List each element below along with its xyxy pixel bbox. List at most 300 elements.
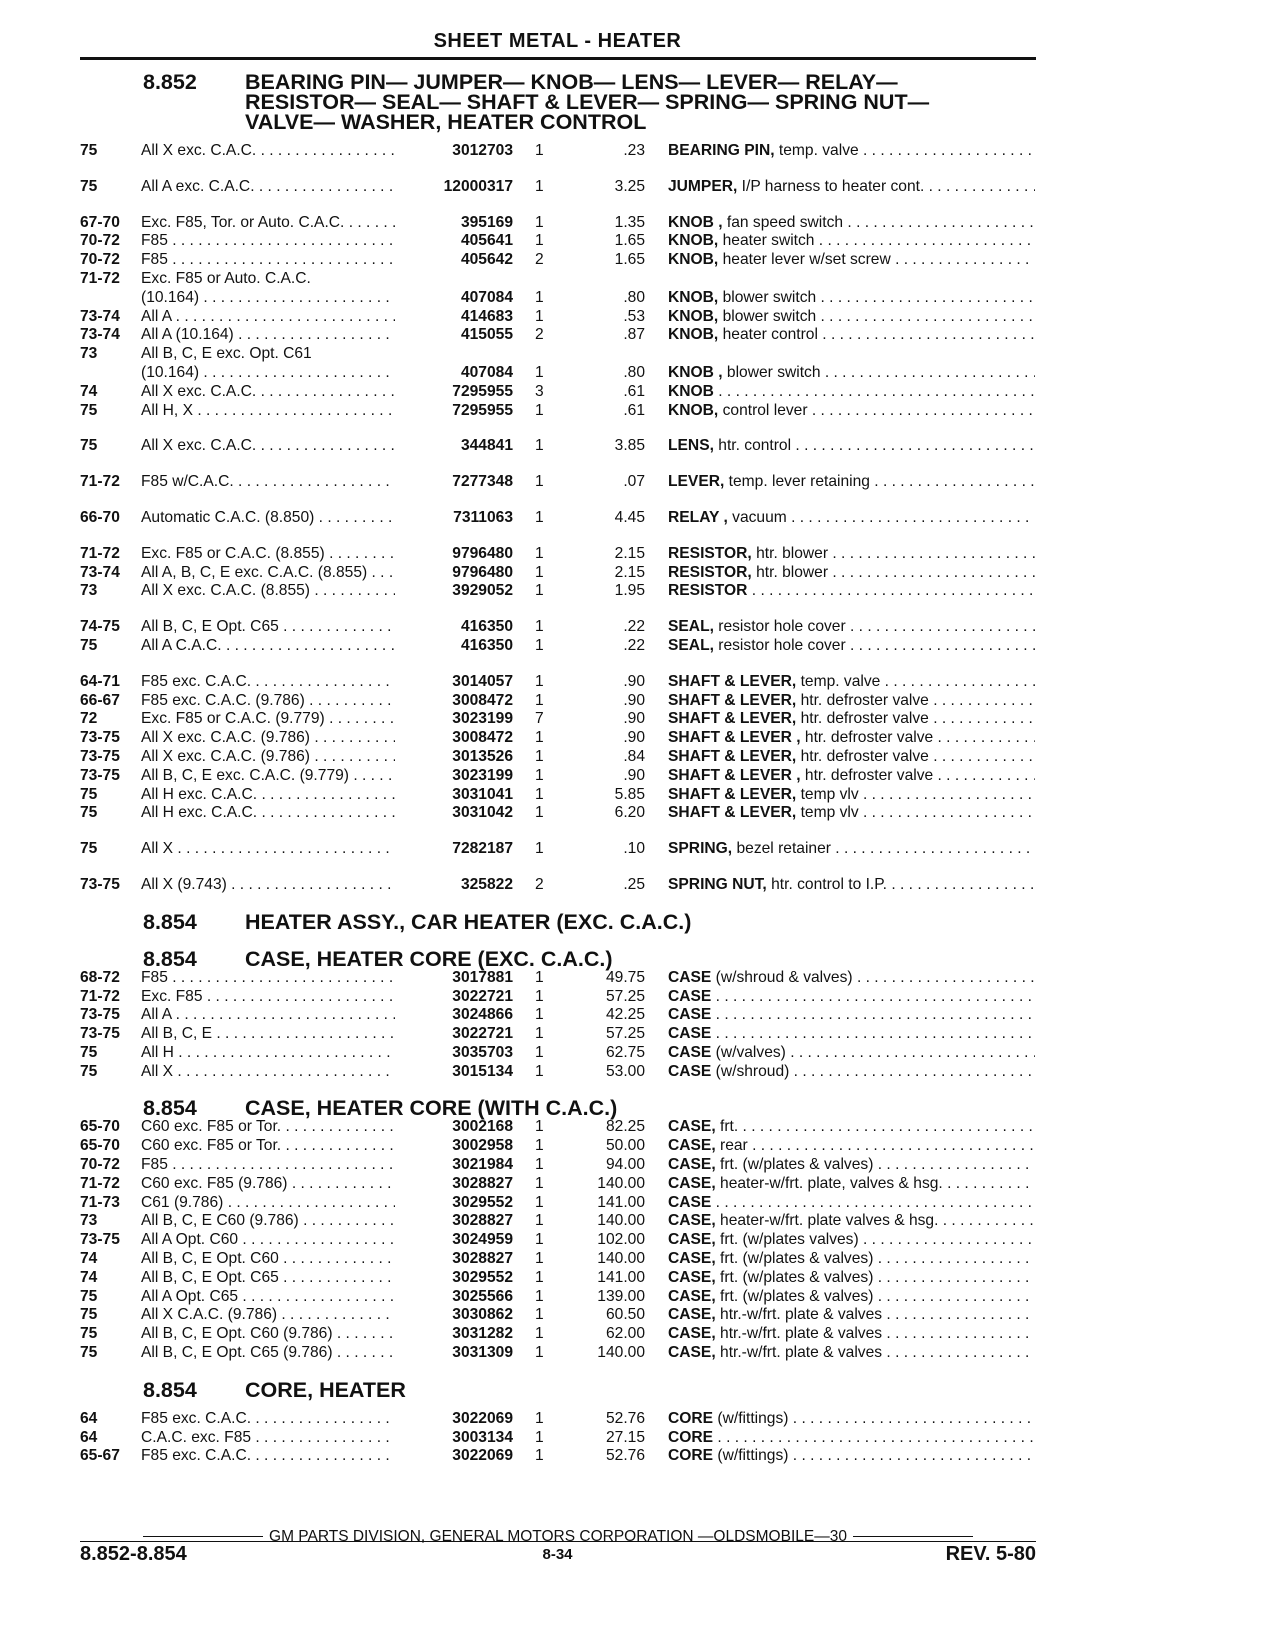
part-number: 7295955 [452,382,513,400]
application: Exc. F85 . . . [141,988,395,1007]
price: .22 [623,636,645,654]
application: All B, C, E Opt. C65 . . . [141,618,395,637]
part-description [668,840,1035,859]
part-description [668,142,1035,161]
model-years: 70-72 [80,232,120,250]
application: All X exc. C.A.C. (9.786) . . . [141,729,395,748]
part-number: 12000317 [443,177,513,195]
part-name: KNOB, [668,251,719,269]
part-description [668,178,1035,197]
part-number: 3028827 [452,1174,513,1192]
part-number: 3014057 [452,672,513,690]
part-detail: (w/shroud) [715,1062,790,1080]
section-number: 8.854 [143,946,197,971]
part-number: 415055 [460,326,513,344]
part-description [668,509,1035,528]
price: 5.85 [614,785,645,803]
model-years: 73-74 [80,326,120,344]
quantity: 1 [535,1137,544,1155]
quantity: 1 [535,1043,544,1061]
part-description [668,251,1035,270]
part-number: 3029552 [452,1268,513,1286]
part-row [80,509,1040,528]
part-name: CORE [668,1428,714,1446]
part-row [80,1288,1040,1307]
part-row [80,142,1040,161]
model-years: 75 [80,1043,98,1061]
application: F85 exc. C.A.C. (9.786) . . . [141,692,395,711]
price: 6.20 [614,804,645,822]
part-detail: htr.-w/frt. plate & valves [720,1325,883,1343]
model-years: 71-72 [80,473,120,491]
part-row [80,692,1040,711]
part-number: 395169 [460,213,513,231]
part-number: 405641 [460,232,513,250]
price: 3.85 [614,437,645,455]
part-row [80,1410,1040,1429]
part-detail: rear [720,1137,748,1155]
part-name: CASE [668,1043,712,1061]
price: 42.25 [605,1006,645,1024]
group-spacer [80,656,1040,673]
application: All H . . . [141,1044,395,1063]
parts-catalog-content [80,72,1040,1466]
part-row [80,876,1040,895]
part-description [668,767,1035,786]
application: C.A.C. exc. F85 . . . [141,1429,395,1448]
part-number: 7277348 [452,473,513,491]
model-years: 74 [80,382,98,400]
part-row [80,437,1040,456]
part-description [668,710,1035,729]
model-years: 73 [80,582,98,600]
part-detail: (w/valves) [715,1043,786,1061]
price: 141.00 [597,1193,645,1211]
part-name: SEAL, [668,618,714,636]
part-number: 7282187 [452,840,513,858]
part-row [80,1044,1040,1063]
part-row [80,308,1040,327]
part-detail: resistor hole cover [718,618,846,636]
part-row [80,1325,1040,1344]
part-row [80,1231,1040,1250]
model-years: 65-70 [80,1137,120,1155]
group-spacer [80,823,1040,840]
part-detail: resistor hole cover [718,636,846,654]
part-name: KNOB , [668,213,723,231]
part-row [80,1175,1040,1194]
part-detail: vacuum [732,508,787,526]
part-number: 407084 [460,288,513,306]
model-years: 73-75 [80,729,120,747]
quantity: 1 [535,729,544,747]
part-detail: htr. defroster valve [804,729,934,747]
title-rule [80,57,1036,60]
part-name: CASE, [668,1137,716,1155]
part-number: 3022721 [452,987,513,1005]
part-number: 3021984 [452,1156,513,1174]
price: 53.00 [605,1062,645,1080]
model-years: 73-75 [80,766,120,784]
part-name: CASE, [668,1212,716,1230]
model-years: 70-72 [80,251,120,269]
price: 57.25 [605,987,645,1005]
price: .25 [623,875,645,893]
part-description [668,969,1035,988]
part-description [668,804,1035,823]
model-years: 75 [80,840,98,858]
model-years: 75 [80,1306,98,1324]
price: 62.75 [605,1043,645,1061]
part-name: CASE, [668,1268,716,1286]
part-name: KNOB, [668,401,719,419]
part-description [668,729,1035,748]
price: .07 [623,473,645,491]
part-detail: frt. (w/plates & valves) [720,1287,874,1305]
model-years: 71-72 [80,1174,120,1192]
part-detail: control lever [722,401,808,419]
price: 140.00 [597,1174,645,1192]
footer-page-number: 8-34 [542,1546,573,1563]
part-row [80,969,1040,988]
part-name: RESISTOR, [668,563,752,581]
application: Exc. F85 or Auto. C.A.C. [141,269,311,287]
part-name: CASE, [668,1344,716,1362]
quantity: 3 [535,382,544,400]
footer-rule-left [143,1536,263,1537]
part-number: 3008472 [452,729,513,747]
part-detail: htr.-w/frt. plate & valves [720,1306,883,1324]
part-number: 3023199 [452,766,513,784]
part-row [80,786,1040,805]
model-years: 73-74 [80,563,120,581]
part-row [80,1344,1040,1363]
part-row [80,582,1040,601]
part-description [668,364,1035,383]
part-name: LENS, [668,437,714,455]
part-description [668,1288,1035,1307]
application: F85 . . . [141,969,395,988]
model-years: 71-72 [80,544,120,562]
part-description [668,326,1035,345]
quantity: 1 [535,1231,544,1249]
application: F85 . . . [141,232,395,251]
quantity: 1 [535,672,544,690]
part-name: CASE [668,968,712,986]
application: (10.164) . . . [141,289,395,308]
application: (10.164) . . . [141,364,395,383]
model-years: 75 [80,401,98,419]
model-years: 75 [80,437,98,455]
price: 140.00 [597,1250,645,1268]
section-heading [80,1377,1040,1402]
price: 1.65 [614,232,645,250]
application: C61 (9.786) . . . [141,1194,395,1213]
model-years: 71-72 [80,987,120,1005]
part-detail: (w/fittings) [717,1409,789,1427]
quantity: 2 [535,326,544,344]
part-number: 414683 [460,307,513,325]
part-detail: frt. [720,1118,739,1136]
part-detail: htr. defroster valve [800,691,929,709]
price: .10 [623,840,645,858]
part-row [80,214,1040,233]
model-years: 72 [80,710,98,728]
part-name: CASE [668,1193,712,1211]
price: 3.25 [614,177,645,195]
part-description [668,402,1035,421]
group-spacer [80,420,1040,437]
part-name: CASE, [668,1231,716,1249]
part-name: KNOB, [668,307,719,325]
part-number: 344841 [460,437,513,455]
application: F85 w/C.A.C. . . . [141,473,395,492]
part-description [668,564,1035,583]
model-years: 74-75 [80,618,120,636]
part-name: SHAFT & LEVER , [668,729,801,747]
part-row [80,767,1040,786]
part-description [668,1194,1035,1213]
quantity: 1 [535,1025,544,1043]
price: 1.65 [614,251,645,269]
model-years: 64 [80,1409,98,1427]
part-row [80,232,1040,251]
part-row [80,1306,1040,1325]
model-years: 67-70 [80,213,120,231]
application: All B, C, E exc. Opt. C61 [141,345,312,363]
price: 82.25 [605,1118,645,1136]
part-name: SHAFT & LEVER, [668,804,797,822]
part-description [668,1231,1035,1250]
quantity: 1 [535,968,544,986]
part-name: SHAFT & LEVER, [668,691,797,709]
footer-publisher: GM PARTS DIVISION, GENERAL MOTORS CORPORATION —OLDSMOBILE—30 [269,1528,847,1545]
part-number: 3008472 [452,691,513,709]
quantity: 1 [535,1447,544,1465]
model-years: 73 [80,345,98,363]
quantity: 1 [535,1409,544,1427]
application: All B, C, E exc. C.A.C. (9.779) . . . [141,767,395,786]
part-detail: fan speed switch [726,213,844,231]
part-name: RESISTOR [668,582,748,600]
quantity: 1 [535,1193,544,1211]
application: All A, B, C, E exc. C.A.C. (8.855) . . . [141,564,395,583]
part-description [668,1306,1035,1325]
application: C60 exc. F85 (9.786) . . . [141,1175,395,1194]
application: All H exc. C.A.C. . . . [141,786,395,805]
part-number: 3022069 [452,1409,513,1427]
part-detail: frt. (w/plates & valves) [720,1156,874,1174]
section-title-line: CORE, HEATER [245,1377,406,1402]
part-row [80,1063,1040,1082]
price: 140.00 [597,1344,645,1362]
quantity: 1 [535,1268,544,1286]
part-description [668,1429,1035,1448]
part-row [80,1212,1040,1231]
application: Exc. F85 or C.A.C. (9.779) . . . [141,710,395,729]
application: Automatic C.A.C. (8.850) . . . [141,509,395,528]
part-description [668,1410,1035,1429]
part-detail: temp vlv [800,804,859,822]
section-heading [80,946,1040,971]
price: .90 [623,672,645,690]
quantity: 1 [535,473,544,491]
quantity: 1 [535,232,544,250]
section-title-line: CASE, HEATER CORE (EXC. C.A.C.) [245,946,613,971]
application: Exc. F85 or C.A.C. (8.855) . . . [141,545,395,564]
model-years: 73-75 [80,1006,120,1024]
part-number: 3022721 [452,1025,513,1043]
part-row [80,1118,1040,1137]
quantity: 1 [535,1062,544,1080]
part-detail: heater-w/frt. plate valves & hsg. [720,1212,939,1230]
part-row [80,1006,1040,1025]
quantity: 1 [535,288,544,306]
part-number: 3013526 [452,747,513,765]
part-name: CASE, [668,1306,716,1324]
section-title-line: VALVE— WASHER, HEATER CONTROL [245,110,647,134]
part-detail: htr. control to I.P. [771,875,887,893]
quantity: 1 [535,582,544,600]
part-row [80,1250,1040,1269]
part-detail: frt. (w/plates & valves) [720,1250,874,1268]
part-number: 3031042 [452,804,513,822]
group-spacer [80,601,1040,618]
part-row [80,545,1040,564]
part-name: CORE [668,1447,714,1465]
part-number: 416350 [460,618,513,636]
model-years: 74 [80,1250,98,1268]
model-years: 75 [80,636,98,654]
part-detail: heater switch [722,232,815,250]
quantity: 1 [535,437,544,455]
model-years: 71-73 [80,1193,120,1211]
application: All B, C, E Opt. C65 (9.786) . . . [141,1344,395,1363]
quantity: 1 [535,1250,544,1268]
part-name: CASE, [668,1287,716,1305]
model-years: 65-70 [80,1118,120,1136]
footer-publisher-line [80,1528,1036,1546]
part-name: KNOB, [668,326,719,344]
part-number: 3022069 [452,1447,513,1465]
quantity: 1 [535,544,544,562]
part-row [80,988,1040,1007]
price: 141.00 [597,1268,645,1286]
part-number: 3003134 [452,1428,513,1446]
price: 102.00 [597,1231,645,1249]
part-description [668,308,1035,327]
part-number: 405642 [460,251,513,269]
quantity: 1 [535,618,544,636]
part-name: CASE [668,987,712,1005]
part-name: BEARING PIN, [668,142,775,159]
part-number: 3031282 [452,1325,513,1343]
quantity: 2 [535,875,544,893]
part-number: 9796480 [452,563,513,581]
part-description [668,618,1035,637]
part-row [80,178,1040,197]
application: F85 exc. C.A.C. . . . [141,1410,395,1429]
section-heading [80,1096,1040,1121]
part-name: CASE [668,1062,712,1080]
part-detail: htr. defroster valve [800,747,929,765]
part-name: CASE, [668,1156,716,1174]
part-row [80,1429,1040,1448]
section-number: 8.854 [143,1096,197,1121]
part-number: 3024959 [452,1231,513,1249]
part-number: 3024866 [452,1006,513,1024]
part-name: CASE [668,1025,712,1043]
price: .61 [623,382,645,400]
model-years: 75 [80,804,98,822]
application: All B, C, E C60 (9.786) . . . [141,1212,395,1231]
part-number: 3017881 [452,968,513,986]
quantity: 1 [535,766,544,784]
group-spacer [80,492,1040,509]
model-years: 75 [80,1062,98,1080]
part-description [668,1025,1035,1044]
quantity: 1 [535,1174,544,1192]
part-name: CORE [668,1409,714,1427]
part-description [668,637,1035,656]
part-row [80,840,1040,859]
part-name: SHAFT & LEVER, [668,785,797,803]
price: 140.00 [597,1212,645,1230]
footer-section-range: 8.852-8.854 [80,1543,187,1565]
part-number: 3031041 [452,785,513,803]
part-number: 3929052 [452,582,513,600]
part-row [80,618,1040,637]
quantity: 1 [535,840,544,858]
part-row [80,289,1040,308]
part-description [668,1250,1035,1269]
model-years: 73-74 [80,307,120,325]
part-detail: blower switch [722,288,817,306]
part-number: 3030862 [452,1306,513,1324]
part-description [668,1344,1035,1363]
quantity: 1 [535,1428,544,1446]
model-years: 75 [80,1344,98,1362]
part-description [668,232,1035,251]
application: All A exc. C.A.C. . . . [141,178,395,197]
part-description [668,1006,1035,1025]
model-years: 64 [80,1428,98,1446]
part-description [668,1137,1035,1156]
quantity: 1 [535,1212,544,1230]
part-description [668,214,1035,233]
model-years: 68-72 [80,968,120,986]
part-row [80,1269,1040,1288]
part-name: SPRING NUT, [668,875,767,893]
part-number: 3015134 [452,1062,513,1080]
part-name: KNOB [668,382,714,400]
part-detail: I/P harness to heater cont. [741,177,925,195]
model-years: 64-71 [80,672,120,690]
part-detail: (w/shroud & valves) [715,968,853,986]
price: .23 [623,142,645,159]
part-detail: temp. valve [800,672,881,690]
price: 1.95 [614,582,645,600]
part-row [80,748,1040,767]
part-name: CASE, [668,1325,716,1343]
part-number: 3002958 [452,1137,513,1155]
part-name: SPRING, [668,840,733,858]
part-description [668,988,1035,1007]
part-name: CASE, [668,1118,716,1136]
application: All X . . . [141,1063,395,1082]
application: C60 exc. F85 or Tor. . . . [141,1137,395,1156]
part-name: RELAY , [668,508,728,526]
